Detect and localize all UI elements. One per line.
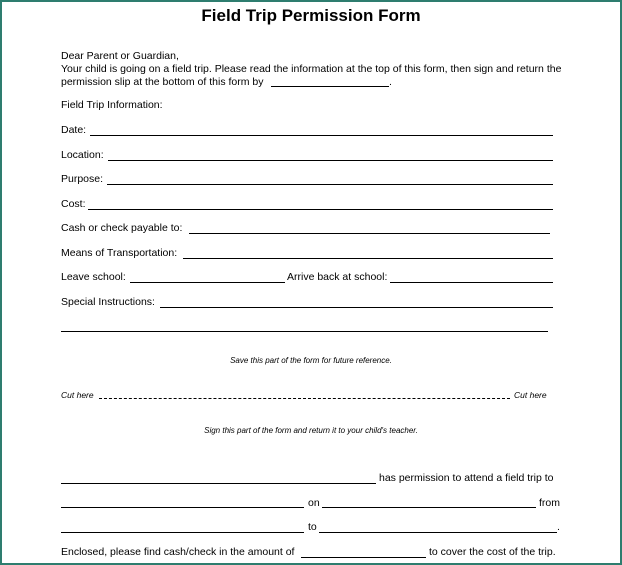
purpose-label: Purpose: [61, 173, 104, 185]
transportation-field[interactable] [183, 258, 553, 259]
special-instructions-field-2[interactable] [61, 331, 548, 332]
section-heading: Field Trip Information: [61, 99, 163, 111]
period: . [557, 521, 560, 533]
trip-destination-field[interactable] [61, 507, 304, 508]
date-label: Date: [61, 124, 87, 136]
arrive-back-label: Arrive back at school: [287, 271, 388, 283]
cut-line [99, 398, 510, 399]
permission-text: has permission to attend a field trip to [379, 472, 554, 484]
sign-note: Sign this part of the form and return it to your child's teacher. [204, 426, 418, 435]
location-label: Location: [61, 149, 104, 161]
to-text: to [308, 521, 317, 533]
greeting: Dear Parent or Guardian, [61, 50, 179, 62]
special-instructions-label: Special Instructions: [61, 296, 155, 308]
return-by-blank[interactable] [271, 86, 389, 87]
save-note: Save this part of the form for future reference. [230, 356, 392, 365]
cut-here-right: Cut here [514, 390, 547, 400]
cut-here-left: Cut here [61, 390, 94, 400]
special-instructions-field[interactable] [160, 307, 553, 308]
cover-cost-text: to cover the cost of the trip. [429, 546, 556, 558]
payable-to-label: Cash or check payable to: [61, 222, 183, 234]
on-text: on [308, 497, 320, 509]
date-field[interactable] [90, 135, 553, 136]
arrive-back-field[interactable] [390, 282, 553, 283]
form-title: Field Trip Permission Form [201, 6, 421, 25]
from-text: from [539, 497, 560, 509]
enclosed-text: Enclosed, please find cash/check in the amount of [61, 546, 295, 558]
purpose-field[interactable] [107, 184, 553, 185]
payable-to-field[interactable] [189, 233, 550, 234]
start-time-field[interactable] [61, 532, 304, 533]
intro-period: . [389, 76, 392, 88]
cost-field[interactable] [88, 209, 553, 210]
trip-date-field[interactable] [322, 507, 536, 508]
leave-school-field[interactable] [130, 282, 285, 283]
leave-school-label: Leave school: [61, 271, 126, 283]
end-time-field[interactable] [319, 532, 557, 533]
amount-field[interactable] [301, 557, 426, 558]
intro-line-1: Your child is going on a field trip. Please read the information at the top of this form, then sign and return the [61, 63, 562, 75]
child-name-field[interactable] [61, 483, 376, 484]
transportation-label: Means of Transportation: [61, 247, 178, 259]
location-field[interactable] [108, 160, 553, 161]
intro-line-2: permission slip at the bottom of this form by [61, 76, 264, 88]
cost-label: Cost: [61, 198, 86, 210]
